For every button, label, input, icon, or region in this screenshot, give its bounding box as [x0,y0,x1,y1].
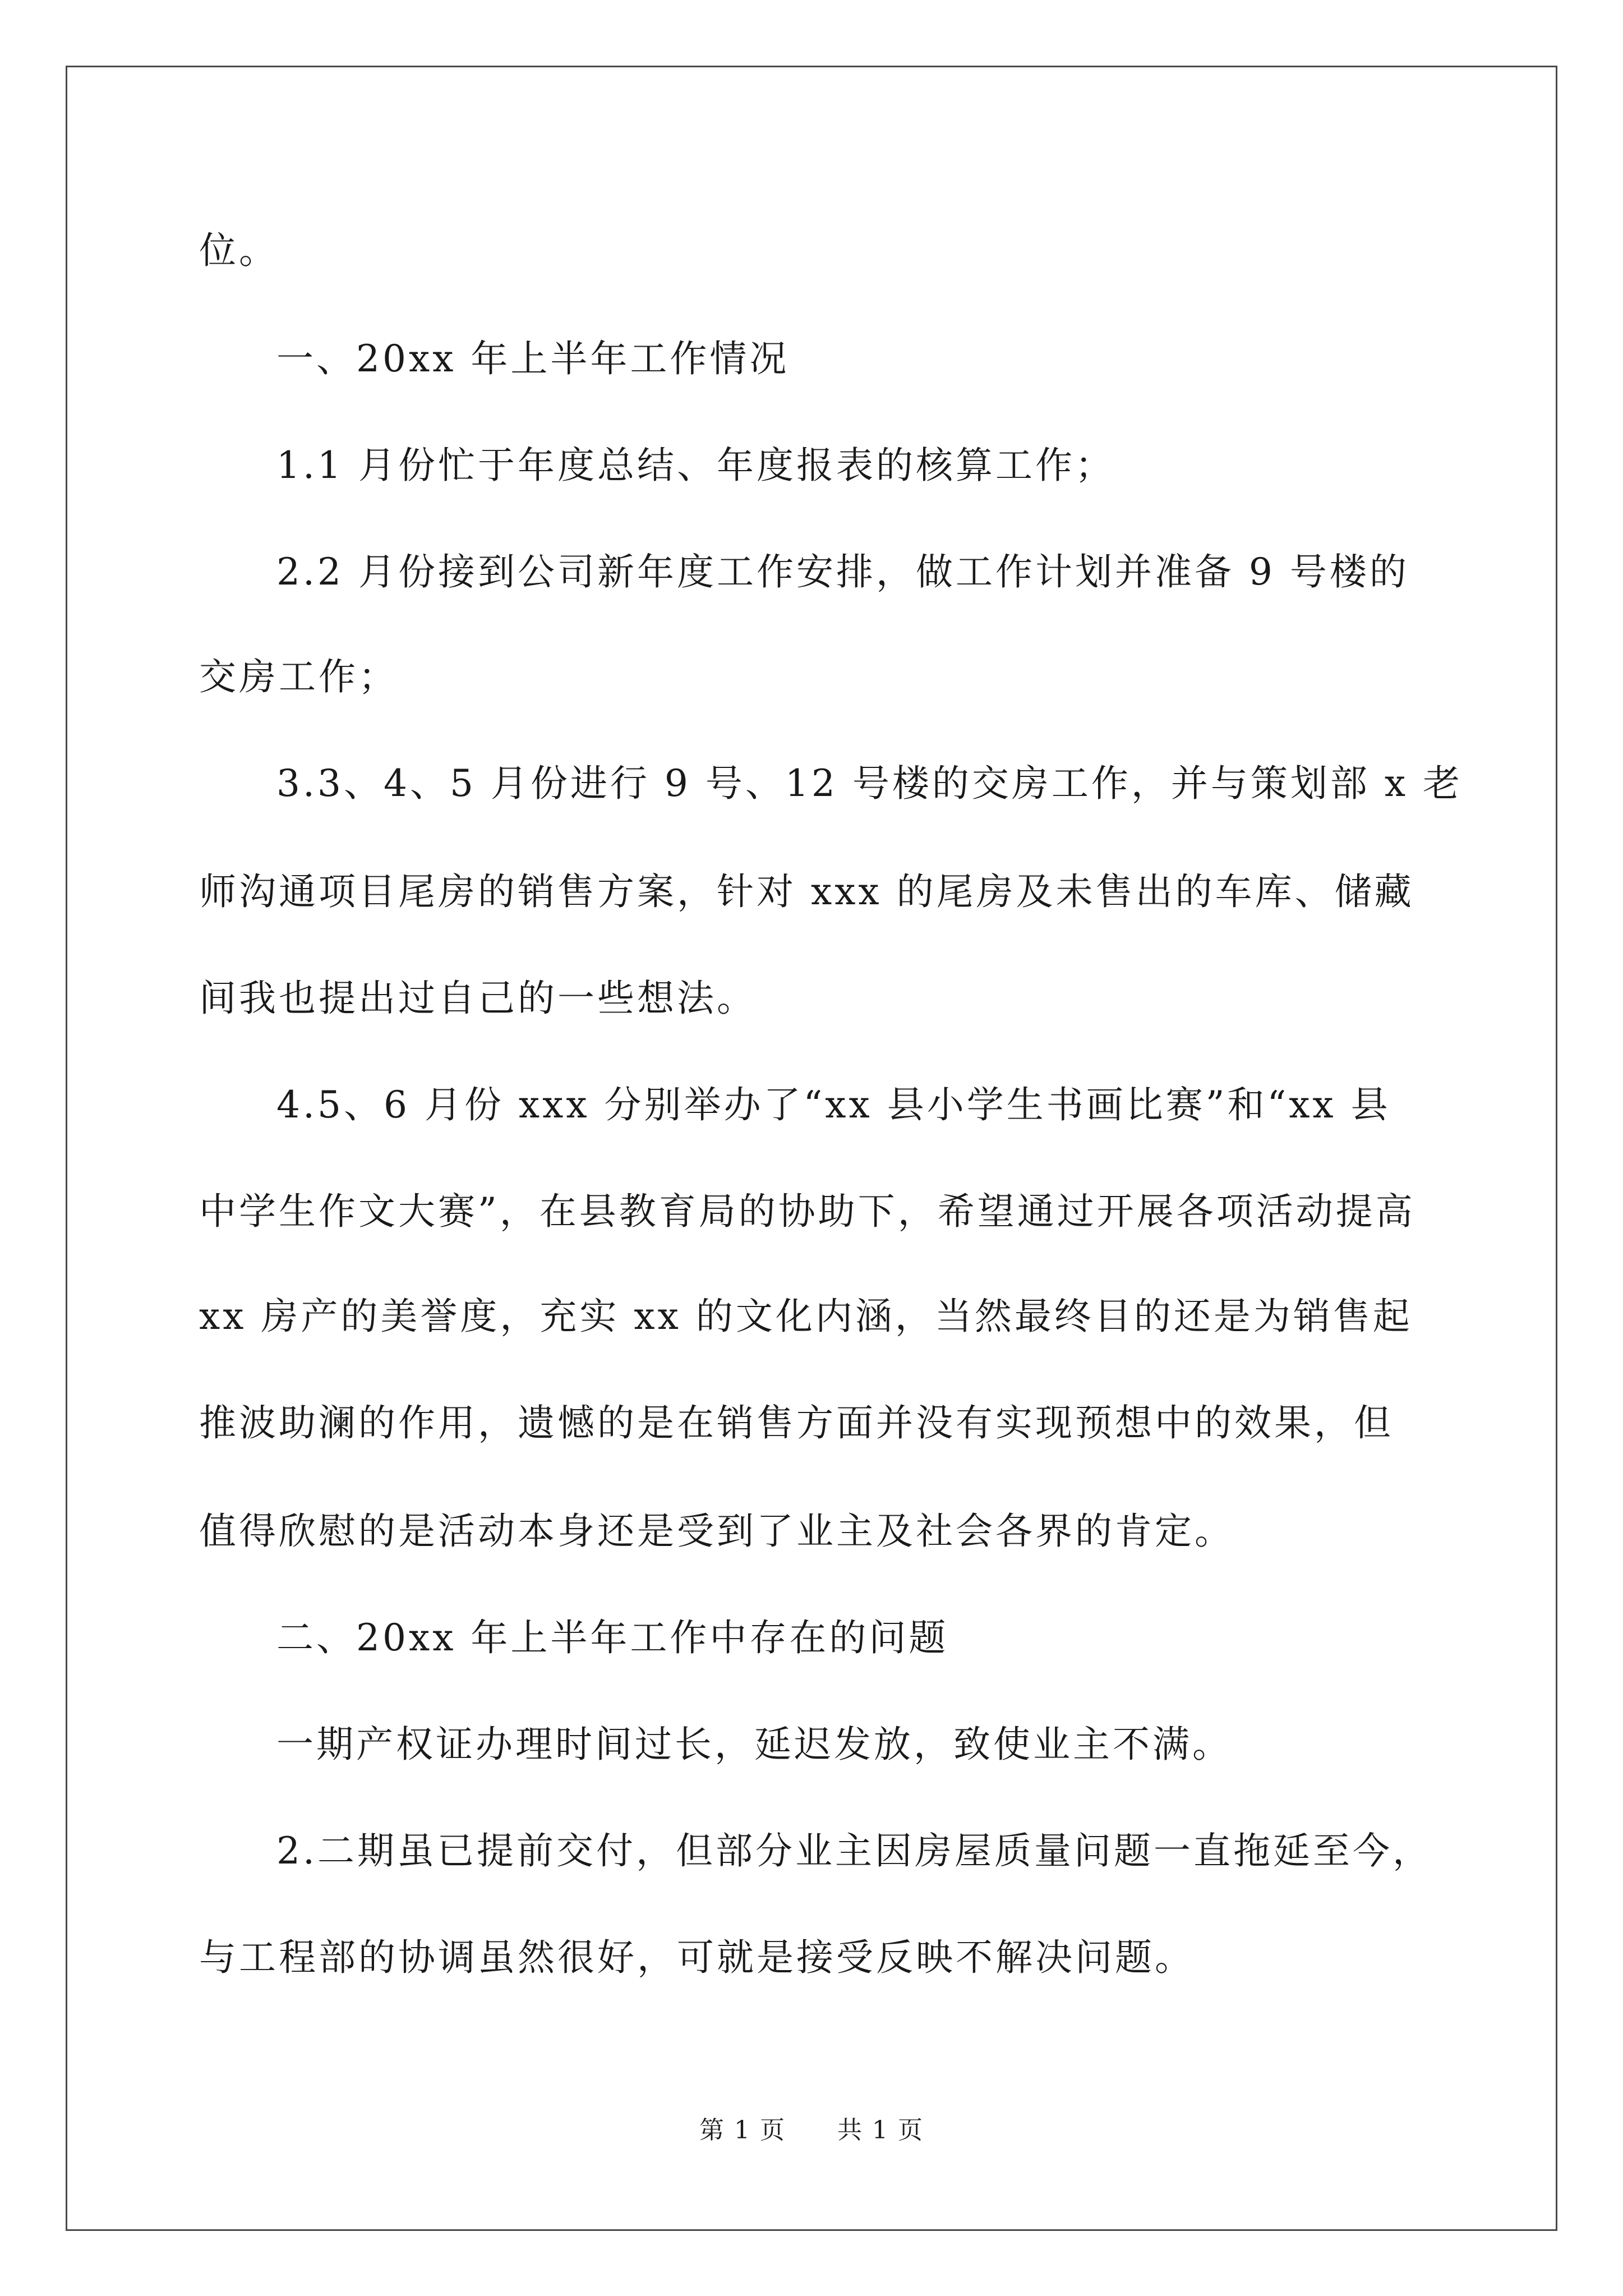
list-item: 2.二期虽已提前交付，但部分业主因房屋质量问题一直拖延至今， [276,1829,1432,1872]
paragraph-line: 与工程部的协调虽然很好，可就是接受反映不解决问题。 [199,1936,1195,1979]
section-heading: 二、20xx 年上半年工作中存在的问题 [276,1616,949,1659]
paragraph-line: 一期产权证办理时间过长，延迟发放，致使业主不满。 [276,1723,1232,1766]
section-heading: 一、20xx 年上半年工作情况 [276,337,790,380]
paragraph-line: 中学生作文大赛”，在县教育局的协助下，希望通过开展各项活动提高 [199,1190,1415,1233]
page-border [66,66,1557,2231]
paragraph-line: 推波助澜的作用，遗憾的是在销售方面并没有实现预想中的效果，但 [199,1401,1394,1444]
paragraph-line: 位。 [199,229,279,272]
list-item: 4.5、6 月份 xxx 分别举办了“xx 县小学生书画比赛”和“xx 县 [276,1083,1391,1126]
page-number-current: 第 1 页 [699,2116,786,2145]
paragraph-line: 值得欣慰的是活动本身还是受到了业主及社会各界的肯定。 [199,1510,1234,1553]
list-item: 3.3、4、5 月份进行 9 号、12 号楼的交房工作，并与策划部 x 老 [276,762,1463,805]
paragraph-line: 间我也提出过自己的一些想法。 [199,977,757,1020]
paragraph-line: 师沟通项目尾房的销售方案，针对 xxx 的尾房及未售出的车库、储藏 [199,870,1414,913]
paragraph-line: xx 房产的美誉度，充实 xx 的文化内涵，当然最终目的还是为销售起 [199,1295,1413,1338]
page-number-total: 共 1 页 [837,2116,924,2145]
page-footer [0,2110,1623,2146]
list-item: 1.1 月份忙于年度总结、年度报表的核算工作； [276,444,1115,487]
paragraph-line: 交房工作； [199,655,398,698]
list-item: 2.2 月份接到公司新年度工作安排，做工作计划并准备 9 号楼的 [276,550,1409,593]
